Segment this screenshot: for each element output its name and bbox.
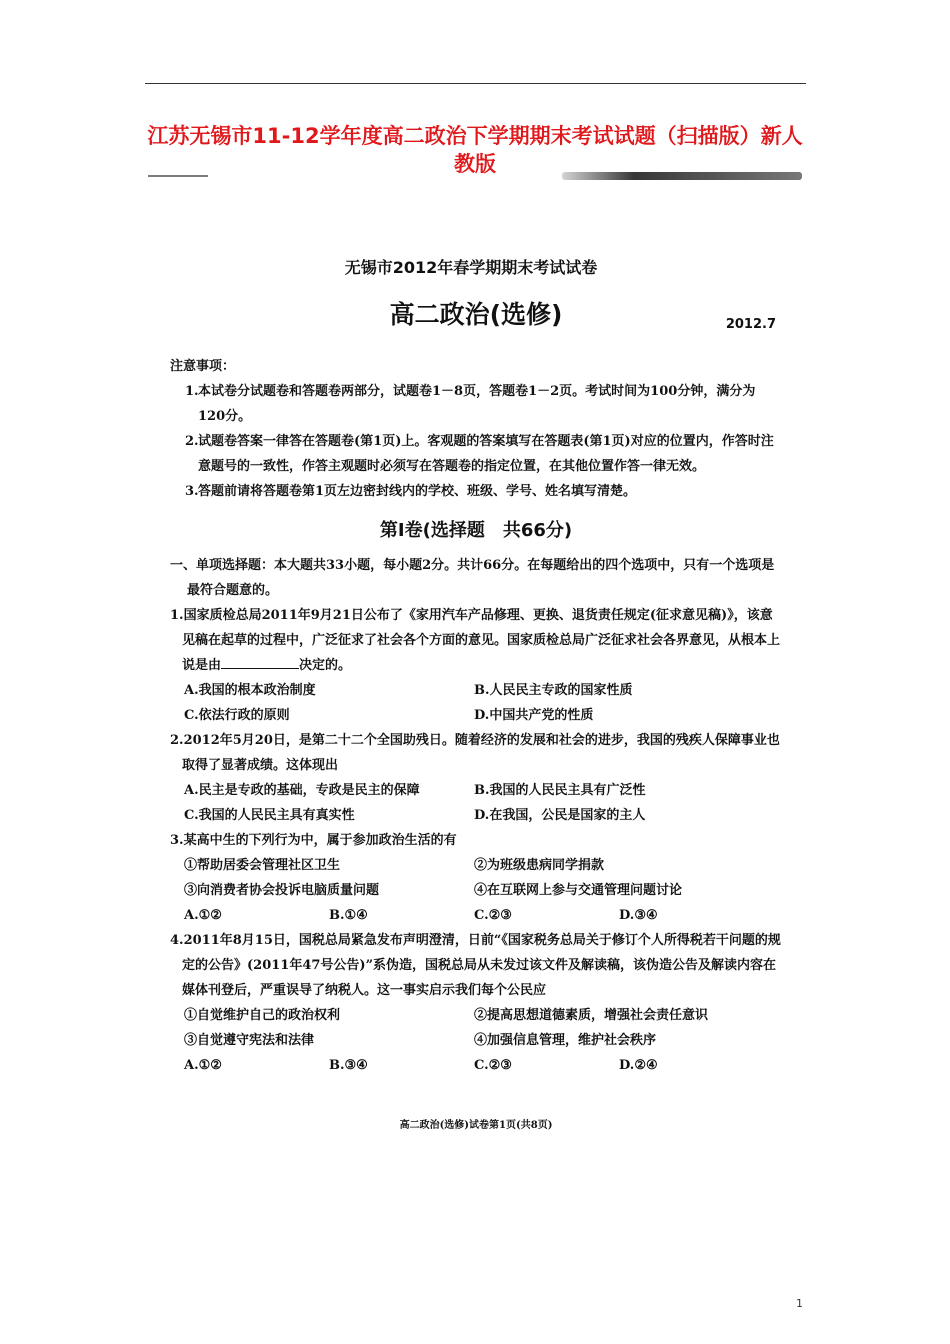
- option-b: B.①④: [329, 908, 368, 923]
- option-a: A.我国的根本政治制度: [184, 683, 316, 698]
- notes-heading: 注意事项：: [170, 359, 236, 374]
- options-row: [170, 778, 782, 803]
- options-row: [170, 678, 782, 703]
- statement-1: ①自觉维护自己的政治权利: [184, 1008, 341, 1023]
- note-text: 答题前请将答题卷第1页左边密封线内的学校、班级、学号、姓名填写清楚。: [198, 484, 637, 499]
- question-stem-end: 决定的。: [299, 658, 352, 673]
- question-1: [170, 603, 782, 678]
- statements-row: [170, 853, 782, 878]
- note-item: [170, 479, 782, 504]
- question-4: 4.2011年8月15日，国税总局紧急发布声明澄清，日前“《国家税务总局关于修订个人所得税若干问题的规定的公告》(2011年47号公告)”系伪造，国税总局从未发过该文件及解读稿，该伪造公告及解读内容在媒体刊登后，严重误导了纳税人。这一事实启示我们每个公民应: [170, 933, 781, 998]
- statement-4: ④加强信息管理，维护社会秩序: [474, 1033, 657, 1048]
- options-row: [170, 703, 782, 728]
- option-b: B.我国的人民民主具有广泛性: [474, 783, 646, 798]
- option-c: C.②③: [474, 1058, 512, 1073]
- note-text: 试题卷答案一律答在答题卷(第1页)上。客观题的答案填写在答题表(第1页)对应的位置内，作答时注意题号的一致性，作答主观题时必须写在答题卷的指定位置，在其他位置作答一律无效。: [198, 434, 774, 474]
- note-item: [170, 379, 782, 429]
- statement-3: ③向消费者协会投诉电脑质量问题: [184, 883, 380, 898]
- option-b: B.人民民主专政的国家性质: [474, 683, 633, 698]
- option-d: D.中国共产党的性质: [474, 708, 594, 723]
- option-c: C.依法行政的原则: [184, 708, 290, 723]
- question-3: 3.某高中生的下列行为中，属于参加政治生活的有: [170, 833, 457, 848]
- question-stem: 1.国家质检总局2011年9月21日公布了《家用汽车产品修理、更换、退货责任规定(征求意见稿)》，该意见稿在起草的过程中，广泛征求了社会各个方面的意见。国家质检总局广泛征求社会各界意见，从根本上说是由: [170, 608, 781, 673]
- note-number: 1.: [185, 384, 199, 399]
- option-a: A.民主是专政的基础，专政是民主的保障: [184, 783, 420, 798]
- option-d: D.②④: [619, 1058, 658, 1073]
- option-d: D.在我国，公民是国家的主人: [474, 808, 646, 823]
- note-item: [170, 429, 782, 479]
- exam-date: 2012.7: [725, 317, 776, 332]
- option-c: C.我国的人民民主具有真实性: [184, 808, 355, 823]
- option-b: B.③④: [329, 1058, 368, 1073]
- options-row: [170, 803, 782, 828]
- statement-3: ③自觉遵守宪法和法律: [184, 1033, 315, 1048]
- statements-row: [170, 1003, 782, 1028]
- part-intro: 一、单项选择题：本大题共33小题，每小题2分。共计66分。在每题给出的四个选项中，只有一个选项是最符合题意的。: [170, 558, 775, 598]
- page-number: 1: [796, 1297, 803, 1310]
- options-row: [170, 1053, 782, 1078]
- exam-footer: 高二政治(选修)试卷第1页(共8页): [399, 1120, 553, 1131]
- scan-artifact-left: [148, 175, 208, 177]
- subject-row: [170, 302, 782, 352]
- note-number: 2.: [185, 434, 199, 449]
- exam-page: [170, 255, 782, 1078]
- question-2: 2.2012年5月20日，是第二十二个全国助残日。随着经济的发展和社会的进步，我国的残疾人保障事业也取得了显著成绩。这体现出: [170, 733, 780, 773]
- statement-4: ④在互联网上参与交通管理问题讨论: [474, 883, 683, 898]
- note-number: 3.: [185, 484, 199, 499]
- exam-title: 无锡市2012年春学期期末考试试卷: [344, 258, 598, 277]
- option-a: A.①②: [184, 908, 222, 923]
- statements-row: [170, 1028, 782, 1053]
- answer-blank: [221, 654, 299, 669]
- option-a: A.①②: [184, 1058, 222, 1073]
- option-d: D.③④: [619, 908, 658, 923]
- statement-1: ①帮助居委会管理社区卫生: [184, 858, 341, 873]
- statement-2: ②提高思想道德素质，增强社会责任意识: [474, 1008, 709, 1023]
- document-title: 江苏无锡市11-12学年度高二政治下学期期末考试试题（扫描版）新人教版: [147, 124, 803, 176]
- top-rule: [145, 83, 806, 84]
- option-c: C.②③: [474, 908, 512, 923]
- scan-artifact-right: [562, 172, 802, 180]
- statements-row: [170, 878, 782, 903]
- section-title: 第Ⅰ卷(选择题 共66分): [379, 520, 573, 541]
- statement-2: ②为班级患病同学捐款: [474, 858, 605, 873]
- note-text: 本试卷分试题卷和答题卷两部分，试题卷1－8页，答题卷1－2页。考试时间为100分钟，满分为120分。: [198, 384, 756, 424]
- exam-subject: 高二政治(选修): [389, 300, 563, 329]
- options-row: [170, 903, 782, 928]
